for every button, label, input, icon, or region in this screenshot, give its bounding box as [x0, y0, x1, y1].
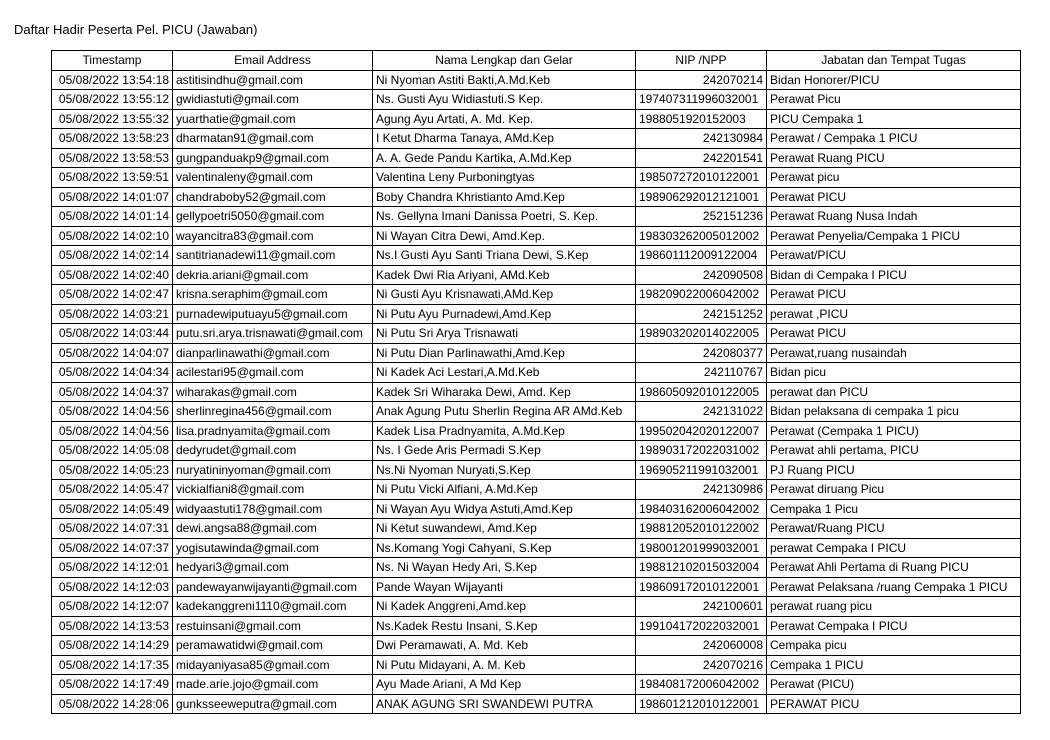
cell-email: pandewayanwijayanti@gmail.com — [173, 577, 373, 597]
cell-name: Ni Ketut suwandewi, Amd.Kep — [373, 519, 636, 539]
cell-name: Ni Putu Ayu Purnadewi,Amd.Kep — [373, 304, 636, 324]
cell-job: Perawat Cempaka I PICU — [767, 616, 1021, 636]
table-row — [52, 499, 1021, 519]
cell-job: Cempaka 1 Picu — [767, 499, 1021, 519]
table-row — [52, 577, 1021, 597]
cell-timestamp: 05/08/2022 14:04:07 — [52, 343, 173, 363]
cell-nip: 242131022 — [636, 402, 767, 422]
cell-name: Ns. I Gede Aris Permadi S.Kep — [373, 441, 636, 461]
cell-name: Ni Wayan Ayu Widya Astuti,Amd.Kep — [373, 499, 636, 519]
cell-timestamp: 05/08/2022 14:07:31 — [52, 519, 173, 539]
cell-nip: 242130984 — [636, 129, 767, 149]
column-header-timestamp: Timestamp — [52, 51, 173, 71]
cell-name: Ni Wayan Citra Dewi, Amd.Kep. — [373, 226, 636, 246]
column-header-job: Jabatan dan Tempat Tugas — [767, 51, 1021, 71]
cell-timestamp: 05/08/2022 14:04:34 — [52, 363, 173, 383]
table-row — [52, 246, 1021, 266]
cell-job: Bidan pelaksana di cempaka 1 picu — [767, 402, 1021, 422]
cell-timestamp: 05/08/2022 14:14:29 — [52, 636, 173, 656]
column-header-email: Email Address — [173, 51, 373, 71]
table-row — [52, 148, 1021, 168]
table-row — [52, 324, 1021, 344]
table-row — [52, 519, 1021, 539]
cell-name: Kadek Lisa Pradnyamita, A.Md.Kep — [373, 421, 636, 441]
cell-email: yuarthatie@gmail.com — [173, 109, 373, 129]
cell-job: Perawat diruang Picu — [767, 480, 1021, 500]
cell-nip: 1988051920152003 — [636, 109, 767, 129]
cell-timestamp: 05/08/2022 14:01:07 — [52, 187, 173, 207]
table-row — [52, 382, 1021, 402]
cell-nip: 198209022006042002 — [636, 285, 767, 305]
cell-timestamp: 05/08/2022 14:12:07 — [52, 597, 173, 617]
table-row — [52, 70, 1021, 90]
table-row — [52, 480, 1021, 500]
cell-email: wayancitra83@gmail.com — [173, 226, 373, 246]
cell-job: Perawat PICU — [767, 324, 1021, 344]
cell-email: gungpanduakp9@gmail.com — [173, 148, 373, 168]
table-row — [52, 129, 1021, 149]
cell-job: Bidan picu — [767, 363, 1021, 383]
cell-name: Ns. Gellyna Imani Danissa Poetri, S. Kep. — [373, 207, 636, 227]
table-row — [52, 285, 1021, 305]
cell-email: restuinsani@gmail.com — [173, 616, 373, 636]
table-row — [52, 343, 1021, 363]
cell-job: Perawat Pelaksana /ruang Cempaka 1 PICU — [767, 577, 1021, 597]
cell-job: Cempaka 1 PICU — [767, 655, 1021, 675]
cell-nip: 252151236 — [636, 207, 767, 227]
cell-job: PERAWAT PICU — [767, 694, 1021, 714]
cell-email: dedyrudet@gmail.com — [173, 441, 373, 461]
cell-nip: 198507272010122001 — [636, 168, 767, 188]
cell-timestamp: 05/08/2022 14:05:08 — [52, 441, 173, 461]
table-row — [52, 460, 1021, 480]
table-row — [52, 655, 1021, 675]
table-row — [52, 363, 1021, 383]
cell-name: Kadek Sri Wiharaka Dewi, Amd. Kep — [373, 382, 636, 402]
cell-timestamp: 05/08/2022 13:59:51 — [52, 168, 173, 188]
cell-timestamp: 05/08/2022 14:17:49 — [52, 675, 173, 695]
cell-name: Ayu Made Ariani, A Md Kep — [373, 675, 636, 695]
cell-timestamp: 05/08/2022 13:58:53 — [52, 148, 173, 168]
cell-name: Ns.I Gusti Ayu Santi Triana Dewi, S.Kep — [373, 246, 636, 266]
table-row — [52, 558, 1021, 578]
cell-name: Dwi Peramawati, A. Md. Keb — [373, 636, 636, 656]
cell-job: Perawat/Ruang PICU — [767, 519, 1021, 539]
cell-timestamp: 05/08/2022 14:07:37 — [52, 538, 173, 558]
cell-nip: 242151252 — [636, 304, 767, 324]
cell-nip: 196905211991032001 — [636, 460, 767, 480]
table-row — [52, 421, 1021, 441]
cell-name: A. A. Gede Pandu Kartika, A.Md.Kep — [373, 148, 636, 168]
table-row — [52, 538, 1021, 558]
column-header-name: Nama Lengkap dan Gelar — [373, 51, 636, 71]
cell-name: Pande Wayan Wijayanti — [373, 577, 636, 597]
table-row — [52, 675, 1021, 695]
cell-timestamp: 05/08/2022 14:05:23 — [52, 460, 173, 480]
cell-name: Ni Gusti Ayu Krisnawati,AMd.Kep — [373, 285, 636, 305]
cell-timestamp: 05/08/2022 14:12:01 — [52, 558, 173, 578]
cell-email: yogisutawinda@gmail.com — [173, 538, 373, 558]
cell-nip: 198601112009122004 — [636, 246, 767, 266]
cell-job: PJ Ruang PICU — [767, 460, 1021, 480]
cell-email: astitisindhu@gmail.com — [173, 70, 373, 90]
cell-job: perawat ruang picu — [767, 597, 1021, 617]
cell-timestamp: 05/08/2022 14:02:40 — [52, 265, 173, 285]
cell-timestamp: 05/08/2022 14:05:49 — [52, 499, 173, 519]
table-row — [52, 636, 1021, 656]
cell-nip: 198403162006042002 — [636, 499, 767, 519]
cell-nip: 197407311996032001 — [636, 90, 767, 110]
cell-timestamp: 05/08/2022 14:03:44 — [52, 324, 173, 344]
cell-job: Bidan di Cempaka I PICU — [767, 265, 1021, 285]
cell-email: nuryatininyoman@gmail.com — [173, 460, 373, 480]
cell-name: Agung Ayu Artati, A. Md. Kep. — [373, 109, 636, 129]
table-row — [52, 226, 1021, 246]
cell-name: Ni Kadek Aci Lestari,A.Md.Keb — [373, 363, 636, 383]
cell-job: PICU Cempaka 1 — [767, 109, 1021, 129]
cell-timestamp: 05/08/2022 14:05:47 — [52, 480, 173, 500]
cell-job: Perawat Ruang Nusa Indah — [767, 207, 1021, 227]
cell-name: Boby Chandra Khristianto Amd.Kep — [373, 187, 636, 207]
cell-name: Kadek Dwi Ria Ariyani, AMd.Keb — [373, 265, 636, 285]
cell-name: Ni Nyoman Astiti Bakti,A.Md.Keb — [373, 70, 636, 90]
cell-job: Perawat Picu — [767, 90, 1021, 110]
cell-nip: 242100601 — [636, 597, 767, 617]
cell-nip: 242110767 — [636, 363, 767, 383]
cell-timestamp: 05/08/2022 13:55:12 — [52, 90, 173, 110]
attendance-table — [51, 50, 1021, 714]
cell-name: Ns.Komang Yogi Cahyani, S.Kep — [373, 538, 636, 558]
cell-nip: 198906292012121001 — [636, 187, 767, 207]
cell-job: Perawat/PICU — [767, 246, 1021, 266]
cell-email: gellypoetri5050@gmail.com — [173, 207, 373, 227]
cell-timestamp: 05/08/2022 14:04:56 — [52, 421, 173, 441]
cell-timestamp: 05/08/2022 13:55:32 — [52, 109, 173, 129]
table-row — [52, 441, 1021, 461]
cell-timestamp: 05/08/2022 14:28:06 — [52, 694, 173, 714]
cell-email: dewi.angsa88@gmail.com — [173, 519, 373, 539]
cell-job: Perawat / Cempaka 1 PICU — [767, 129, 1021, 149]
cell-job: Bidan Honorer/PICU — [767, 70, 1021, 90]
cell-nip: 198605092010122005 — [636, 382, 767, 402]
cell-timestamp: 05/08/2022 13:54:18 — [52, 70, 173, 90]
cell-email: dianparlinawathi@gmail.com — [173, 343, 373, 363]
cell-job: perawat Cempaka I PICU — [767, 538, 1021, 558]
cell-nip: 198903172022031002 — [636, 441, 767, 461]
cell-email: widyaastuti178@gmail.com — [173, 499, 373, 519]
cell-timestamp: 05/08/2022 14:01:14 — [52, 207, 173, 227]
cell-name: ANAK AGUNG SRI SWANDEWI PUTRA — [373, 694, 636, 714]
cell-timestamp: 05/08/2022 14:04:56 — [52, 402, 173, 422]
cell-name: Ni Putu Dian Parlinawathi,Amd.Kep — [373, 343, 636, 363]
cell-email: krisna.seraphim@gmail.com — [173, 285, 373, 305]
cell-timestamp: 05/08/2022 14:17:35 — [52, 655, 173, 675]
table-row — [52, 187, 1021, 207]
cell-email: vickialfiani8@gmail.com — [173, 480, 373, 500]
cell-nip: 242201541 — [636, 148, 767, 168]
cell-nip: 198812102015032004 — [636, 558, 767, 578]
cell-nip: 242130986 — [636, 480, 767, 500]
cell-nip: 198609172010122001 — [636, 577, 767, 597]
cell-job: perawat ,PICU — [767, 304, 1021, 324]
table-row — [52, 90, 1021, 110]
cell-job: Perawat picu — [767, 168, 1021, 188]
cell-nip: 198408172006042002 — [636, 675, 767, 695]
table-row — [52, 109, 1021, 129]
cell-job: Perawat Penyelia/Cempaka 1 PICU — [767, 226, 1021, 246]
cell-email: gwidiastuti@gmail.com — [173, 90, 373, 110]
cell-timestamp: 05/08/2022 14:02:10 — [52, 226, 173, 246]
cell-job: Perawat PICU — [767, 187, 1021, 207]
table-header-row — [52, 51, 1021, 71]
cell-name: Valentina Leny Purboningtyas — [373, 168, 636, 188]
cell-nip: 242070216 — [636, 655, 767, 675]
cell-timestamp: 05/08/2022 14:13:53 — [52, 616, 173, 636]
cell-email: chandraboby52@gmail.com — [173, 187, 373, 207]
cell-email: peramawatidwi@gmail.com — [173, 636, 373, 656]
cell-email: kadekanggreni1110@gmail.com — [173, 597, 373, 617]
cell-name: Ns. Ni Wayan Hedy Ari, S.Kep — [373, 558, 636, 578]
cell-name: Anak Agung Putu Sherlin Regina AR AMd.Keb — [373, 402, 636, 422]
cell-nip: 242090508 — [636, 265, 767, 285]
cell-name: Ni Kadek Anggreni,Amd.kep — [373, 597, 636, 617]
cell-nip: 198601212010122001 — [636, 694, 767, 714]
table-row — [52, 168, 1021, 188]
cell-name: I Ketut Dharma Tanaya, AMd.Kep — [373, 129, 636, 149]
cell-nip: 242080377 — [636, 343, 767, 363]
cell-name: Ni Putu Vicki Alfiani, A.Md.Kep — [373, 480, 636, 500]
cell-job: perawat dan PICU — [767, 382, 1021, 402]
column-header-nip: NIP /NPP — [636, 51, 767, 71]
cell-nip: 198303262005012002 — [636, 226, 767, 246]
cell-email: gunksseeweputra@gmail.com — [173, 694, 373, 714]
cell-email: purnadewiputuayu5@gmail.com — [173, 304, 373, 324]
cell-name: Ni Putu Midayani, A. M. Keb — [373, 655, 636, 675]
cell-nip: 199104172022032001 — [636, 616, 767, 636]
table-row — [52, 207, 1021, 227]
cell-timestamp: 05/08/2022 14:03:21 — [52, 304, 173, 324]
cell-timestamp: 05/08/2022 13:58:23 — [52, 129, 173, 149]
cell-nip: 198903202014022005 — [636, 324, 767, 344]
cell-job: Perawat (PICU) — [767, 675, 1021, 695]
cell-email: sherlinregina456@gmail.com — [173, 402, 373, 422]
cell-email: made.arie.jojo@gmail.com — [173, 675, 373, 695]
cell-name: Ns.Kadek Restu Insani, S.Kep — [373, 616, 636, 636]
table-row — [52, 597, 1021, 617]
cell-email: dekria.ariani@gmail.com — [173, 265, 373, 285]
cell-nip: 199502042020122007 — [636, 421, 767, 441]
cell-job: Perawat Ahli Pertama di Ruang PICU — [767, 558, 1021, 578]
table-row — [52, 694, 1021, 714]
cell-email: wiharakas@gmail.com — [173, 382, 373, 402]
cell-name: Ns. Gusti Ayu Widiastuti.S Kep. — [373, 90, 636, 110]
cell-email: hedyari3@gmail.com — [173, 558, 373, 578]
table-row — [52, 265, 1021, 285]
table-row — [52, 402, 1021, 422]
cell-timestamp: 05/08/2022 14:12:03 — [52, 577, 173, 597]
cell-email: santitrianadewi11@gmail.com — [173, 246, 373, 266]
cell-nip: 198001201999032001 — [636, 538, 767, 558]
table-row — [52, 304, 1021, 324]
cell-email: lisa.pradnyamita@gmail.com — [173, 421, 373, 441]
cell-name: Ns.Ni Nyoman Nuryati,S.Kep — [373, 460, 636, 480]
cell-name: Ni Putu Sri Arya Trisnawati — [373, 324, 636, 344]
cell-job: Perawat,ruang nusaindah — [767, 343, 1021, 363]
cell-nip: 198812052010122002 — [636, 519, 767, 539]
cell-job: Cempaka picu — [767, 636, 1021, 656]
table-row — [52, 616, 1021, 636]
cell-nip: 242060008 — [636, 636, 767, 656]
cell-email: dharmatan91@gmail.com — [173, 129, 373, 149]
cell-email: valentinaleny@gmail.com — [173, 168, 373, 188]
cell-timestamp: 05/08/2022 14:04:37 — [52, 382, 173, 402]
cell-email: putu.sri.arya.trisnawati@gmail.com — [173, 324, 373, 344]
cell-nip: 242070214 — [636, 70, 767, 90]
page-title: Daftar Hadir Peserta Pel. PICU (Jawaban) — [14, 22, 258, 37]
cell-job: Perawat (Cempaka 1 PICU) — [767, 421, 1021, 441]
cell-email: midayaniyasa85@gmail.com — [173, 655, 373, 675]
cell-timestamp: 05/08/2022 14:02:14 — [52, 246, 173, 266]
cell-timestamp: 05/08/2022 14:02:47 — [52, 285, 173, 305]
cell-job: Perawat ahli pertama, PICU — [767, 441, 1021, 461]
cell-job: Perawat Ruang PICU — [767, 148, 1021, 168]
cell-job: Perawat PICU — [767, 285, 1021, 305]
cell-email: acilestari95@gmail.com — [173, 363, 373, 383]
